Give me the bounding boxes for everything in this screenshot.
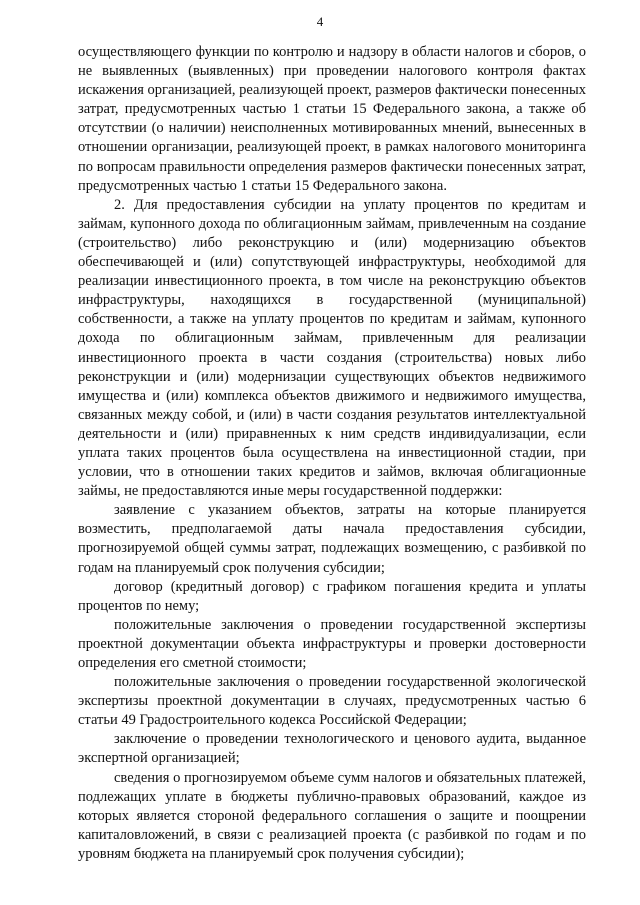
list-item-ecological-expertise: положительные заключения о проведении государственной экологической экспертизы проектной документации в случаях, предусмотренных частью 6 статьи 49 Градостроительного кодекса Российской Федерации;: [78, 674, 586, 729]
list-item-credit-agreement: договор (кредитный договор) с графиком погашения кредита и уплаты процентов по нему;: [78, 578, 586, 614]
paragraph-continuation: осуществляющего функции по контролю и надзору в области налогов и сборов, о не выявленных (выявленных) при проведении налогового контроля фактах искажения организацией, реализующей проект, размеров фактически понесенных затрат, предусмотренных частью 1 статьи 15 Федерального закона, а также об отсутствии (о наличии) неисполненных мотивированных мнений, вынесенных в отношении организации, реализующей проект, в рамках налогового мониторинга по вопросам правильности определения размеров фактически понесенных затрат, предусмотренных частью 1 статьи 15 Федерального закона.: [78, 44, 586, 194]
list-item-tax-forecast: сведения о прогнозируемом объеме сумм налогов и обязательных платежей, подлежащих уплате в бюджеты публично-правовых образований, каждое из которых является стороной федерального соглашения о защите и поощрении капиталовложений, в связи с реализацией проекта (с разбивкой по годам и по уровням бюджета на планируемый срок получения субсидии);: [78, 769, 586, 862]
list-item-audit-conclusion: заключение о проведении технологического и ценового аудита, выданное экспертной организацией;: [78, 731, 586, 767]
document-body: [78, 43, 586, 864]
list-item-state-expertise: положительные заключения о проведении государственной экспертизы проектной документации объекта инфраструктуры и проверки достоверности определения его сметной стоимости;: [78, 616, 586, 671]
page-number: 4: [316, 14, 324, 29]
list-item-application: заявление с указанием объектов, затраты на которые планируется возместить, предполагаемой даты начала предоставления субсидии, прогнозируемой общей суммы затрат, подлежащих возмещению, с разбивкой по годам на планируемый срок получения субсидии;: [78, 502, 586, 576]
paragraph-item-2: 2. Для предоставления субсидии на уплату процентов по кредитам и займам, купонного дохода по облигационным займам, привлеченным на создание (строительство) либо реконструкцию и (или) модернизацию объектов обеспечивающей и (или) сопутствующей инфраструктуры, необходимой для реализации инвестиционного проекта, в том числе на реконструкцию объектов инфраструктуры, находящихся в государственной (муниципальной) собственности, а также на уплату процентов по кредитам и займам, купонного дохода по облигационным займам, привлеченным для реализации инвестиционного проекта в части создания (строительства) новых либо реконструкции и (или) модернизации существующих объектов недвижимого имущества и (или) комплекса объектов движимого и недвижимого имущества, связанных между собой, и (или) в части создания результатов интеллектуальной деятельности и (или) приравненных к ним средств индивидуализации, если уплата таких процентов была осуществлена на инвестиционной стадии, при условии, что в отношении таких кредитов и займов, включая облигационные займы, не предоставляются иные меры государственной поддержки:: [78, 196, 586, 500]
